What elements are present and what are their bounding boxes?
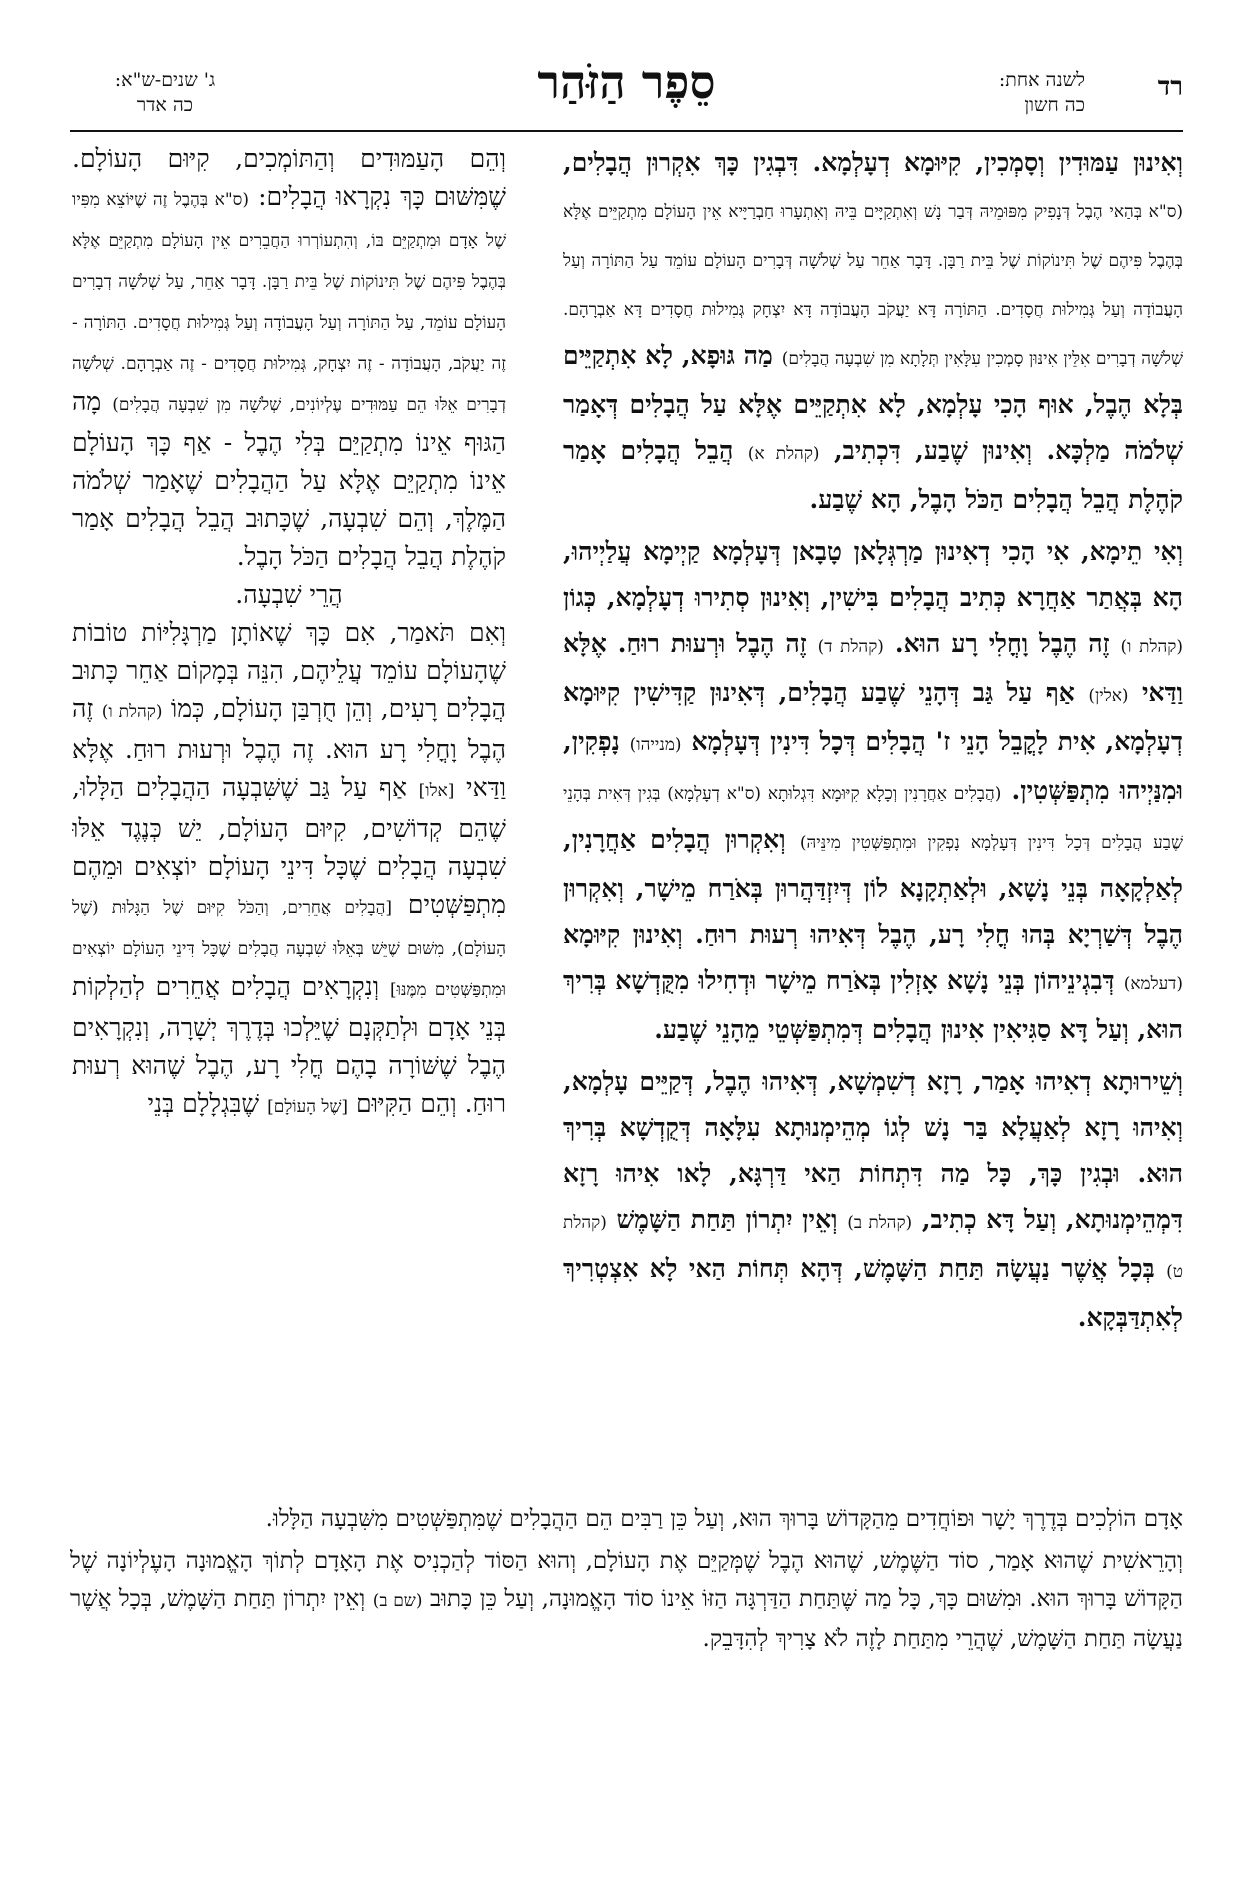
side-s2-text3: אַף עַל גַּב שֶׁשִּׁבְעָה הַהֲבָלִים הַלָּלוּ, שֶׁהֵם קְדוֹשִׁים, קִיּוּם הָעוֹלָם, יֵשׁ כְּנֶגֶד אֵלּוּ שִׁבְעָה הֲבָלִים שֶׁכָּל דִּינֵי הָעוֹלָם יוֹצְאִים וּמֵהֶם מִתְפַּשְּׁטִים — [72, 773, 506, 919]
calendar-line-2: כה חשון — [1024, 94, 1085, 116]
side-s2-text2: זֶה הֶבֶל וָחֳלִי רָע הוּא. זֶה הֶבֶל וּרְעוּת רוּחַ. אֶלָּא וַדַּאי — [72, 694, 506, 802]
main-paragraph-1 — [563, 140, 1183, 523]
main-p2-text6: וְאִקְרוּן הֲבָלִים אַחֲרָנִין, לְאַלְקָאָה בְּנֵי נָשָׁא, וּלְאַתְקָנָא לוֹן דְּיִזְדַּהֲרוּן בְּאֹרַח מֵישָׁר, וְאִקְרוּן הֶבֶל דְּשַׁרְיָא בְּהוּ חֳלִי רָע, הֶבֶל דְּאִיהוּ רְעוּת רוּחַ. וְאִינוּן קִיּוּמָא — [563, 825, 1183, 949]
side-s2-ref: (קהלת ו) — [101, 702, 163, 722]
main-p2-ref3: (אלין) — [1088, 686, 1129, 706]
hebrew-translation-column — [72, 140, 506, 1500]
bottom-b2-text2: וְאֵין יִתְרוֹן תַּחַת הַשָּׁמֶשׁ, בְּכָל אֲשֶׁר נַעֲשָׂה תַּחַת הַשָּׁמֶשׁ, שֶׁהֲרֵי מִתַּחַת לָזֶה לֹא צָרִיךְ לְהִדָּבֵק. — [70, 1586, 1183, 1652]
side-paragraph-2 — [72, 614, 506, 1126]
page-number: רד — [1157, 72, 1183, 102]
side-s2-text4: וְנִקְרָאִים הֲבָלִים אֲחֵרִים לְהַלְקוֹת בְּנֵי אָדָם וּלְתַקְּנָם שֶׁיֵּלְכוּ בְּדֶרֶךְ יְשָׁרָה, וְנִקְרָאִים הֶבֶל שֶׁשּׁוֹרָה בָהֶם חֳלִי רָע, הֶבֶל שֶׁהוּא רְעוּת רוּחַ. וְהֵם הַקִּיּוּם — [72, 972, 506, 1118]
main-p3-ref2: (קהלת ט) — [563, 1213, 1183, 1282]
main-p2-text2: זֶה הֶבֶל וָחֳלִי רָע הוּא. — [894, 629, 1110, 658]
main-paragraph-3 — [563, 1059, 1183, 1341]
side-s2-ref3: [שֶׁל הָעוֹלָם] — [267, 1097, 349, 1117]
main-p2-text4: אַף עַל גַּב דְּהָנֵי שֶׁבַע הֲבָלִים, דְּאִינוּן קַדִּישִׁין קִיּוּמָא דְעָלְמָא, אִית לָקֳבֵל הָנֵי ז' הֲבָלִים דְּכָל דִּינִין דְּעָלְמָא — [563, 678, 1183, 756]
side-s1-end: הֲרֵי שִׁבְעָה. — [235, 580, 343, 609]
main-p3-text2: וְאֵין יִתְרוֹן תַּחַת הַשָּׁמֶשׁ — [616, 1205, 838, 1234]
main-p2-ref4: (מנייהו) — [629, 735, 682, 755]
book-title: סֵפֶר הַזֹּהַר — [537, 55, 716, 109]
main-p1-text3: הֲבֵל הֲבָלִים אָמַר קֹהֶלֶת הֲבֵל הֲבָלִים הַכֹּל הָבֶל, הָא שֶׁבַע. — [563, 436, 1183, 514]
side-s1-note: (ס"א בְּהֶבֶל זֶה שֶׁיּוֹצֵא מִפִּיו שֶׁל אָדָם וּמִתְקַיֵּם בּוֹ, וְהִתְעוֹרְרוּ הַחֲבֵרִים אֵין הָעוֹלָם מִתְקַיֵּם אֶלָּא בְּהֶבֶל פִּיהֶם שֶׁל תִּינוֹקוֹת שֶׁל בֵּית רַבָּן. דָּבָר אַחֵר, עַל שְׁלֹשָׁה דְבָרִים הָעוֹלָם עוֹמֵד, עַל הַתּוֹרָה וְעַל הָעֲבוֹדָה וְעַל גְּמִילוּת חֲסָדִים. הַתּוֹרָה - זֶה יַעֲקֹב, הָעֲבוֹדָה - זֶה יִצְחָק, גְּמִילוּת חֲסָדִים - זֶה אַבְרָהָם. שְׁלֹשָׁה דְבָרִים אֵלּוּ הֵם עַמּוּדִים עֶלְיוֹנִים, שְׁלֹשָׁה מִן שִׁבְעָה הֲבָלִים) — [72, 190, 506, 415]
alt-calendar-line-1: ג' שנים-ש"א: — [114, 69, 216, 91]
main-p2-text: וְאִי תֵימָא, אִי הָכִי דְאִינוּן מַרְגְּלָאן טָבָאן דְּעָלְמָא קַיְימָא עֲלַיְיהוּ, הָא בְּאֲתַר אַחֲרָא כְּתִיב הֲבָלִים בִּישִׁין, וְאִינוּן סְתִירוּ דְעָלְמָא, כְּגוֹן — [563, 537, 1183, 612]
aramaic-main-column — [563, 140, 1183, 1500]
side-s2-note: [הֲבָלִים אֲחֵרִים, וְהַכֹּל קִיּוּם שֶׁל הַגָּלוּת (שֶׁל הָעוֹלָם), מִשּׁוּם שֶׁיֵּשׁ בְּאֵלּוּ שִׁבְעָה הֲבָלִים שֶׁכָּל דִּינֵי הָעוֹלָם יוֹצְאִים וּמִתְפַּשְּׁטִים מִמֶּנּוּ] — [72, 898, 506, 1000]
calendar-line-1: לשנה אחת: — [998, 69, 1085, 91]
main-p2-ref1: (קהלת ו) — [1120, 637, 1183, 657]
side-s2-text5: שֶׁבִּגְלָלָם בְּנֵי — [147, 1089, 260, 1118]
main-p1-ref: (קהלת א) — [747, 444, 820, 464]
main-p2-note: (הֲבָלִים אַחֲרָנִין וְכָלָא קִיּוּמָא דִּגְלוּתָא (ס"א דְעָלְמָא) בְּגִין דְּאִית בְּהָנֵי שֶׁבַע הֲבָלִים דְּכָל דִּינִין דְּעָלְמָא נָפְקִין וּמִתְפַּשְּׁטִין מִינֵּיהּ) — [563, 784, 1183, 853]
bottom-paragraph-1: אָדָם הוֹלְכִים בְּדֶרֶךְ יָשָׁר וּפוֹחֲדִים מֵהַקָּדוֹשׁ בָּרוּךְ הוּא, וְעַל כֵּן רַבִּים הֵם הַהֲבָלִים שֶׁמִּתְפַּשְּׁטִים מִשִּׁבְעָה הַלָּלוּ. — [265, 1506, 1183, 1532]
bottom-translation — [70, 1500, 1183, 1800]
bottom-b2-ref: (שם ב) — [372, 1591, 423, 1611]
main-paragraph-2 — [563, 529, 1183, 1053]
side-s1-text: וְהֵם הָעַמּוּדִים וְהַתּוֹמְכִים, קִיּוּם הָעוֹלָם. שֶׁמִּשּׁוּם כָּךְ נִקְרָאוּ הֲבָלִים: — [72, 144, 506, 211]
main-p3-text3: בְּכָל אֲשֶׁר נַעֲשָׂה תַּחַת הַשָּׁמֶשׁ, דְּהָא תְּחוֹת הַאי לָא אִצְטְרִיךְ לְאִתְדַּבְּקָא. — [563, 1254, 1183, 1332]
main-p2-ref5: (דעלמא) — [1123, 974, 1183, 994]
main-p3-text: וְשֵׁירוּתָא דְאִיהוּ אָמַר, רָזָא דְשִׁמְשָׁא, דְּאִיהוּ הֶבֶל, דְּקַיֵּים עָלְמָא, וְאִיהוּ רָזָא לְאַעֲלָא בַּר נָשׁ לְגוֹ מְהֵימְנוּתָא עִלָּאָה דְּקֻדְשָׁא בְּרִיךְ הוּא. וּבְגִין כָּךְ, כָּל מַה דִּתְחוֹת הַאי דַּרְגָּא, לָאו אִיהוּ רָזָא דִּמְהֵימְנוּתָא, וְעַל דָּא כְתִיב, — [563, 1067, 1183, 1234]
header-rule — [70, 130, 1183, 132]
bottom-b2-text: וְהָרֵאשִׁית שֶׁהוּא אָמַר, סוֹד הַשֶּׁמֶשׁ, שֶׁהוּא הֶבֶל שֶׁמְּקַיֵּם אֶת הָעוֹלָם, וְהוּא הַסּוֹד לְהַכְנִיס אֶת הָאָדָם לְתוֹךְ הָאֱמוּנָה הָעֶלְיוֹנָה שֶׁל הַקָּדוֹשׁ בָּרוּךְ הוּא. וּמִשּׁוּם כָּךְ, כָּל מַה שֶּׁתַּחַת הַדַּרְגָּה הַזּוֹ אֵינוֹ סוֹד הָאֱמוּנָה, וְעַל כֵּן כָּתוּב — [70, 1548, 1183, 1612]
main-p2-ref2: (קהלת ד) — [817, 637, 884, 657]
alternate-calendar-reference — [80, 68, 250, 118]
main-p2-text5: נָפְקִין, וּמִנַּיְיהוּ מִתְפַּשְּׁטִין. — [563, 727, 1183, 805]
main-p1-text: וְאִינוּן עַמּוּדִין וְסָמְכִין, קִיּוּמָא דְעָלְמָא. דִּבְגִין כָּךְ אִקְרוּן הֲבָלִים, — [563, 148, 1183, 177]
side-paragraph-1 — [72, 140, 506, 576]
side-s1-text2: מָה הַגּוּף אֵינוֹ מִתְקַיֵּם בְּלִי הֶבֶל - אַף כָּךְ הָעוֹלָם אֵינוֹ מִתְקַיֵּם אֶלָּא עַל הַהֲבָלִים שֶׁאָמַר שְׁלֹמֹה הַמֶּלֶךְ, וְהֵם שִׁבְעָה, שֶׁכָּתוּב הֲבֵל הֲבָלִים אָמַר קֹהֶלֶת הֲבֵל הֲבָלִים הַכֹּל הָבֶל. — [72, 387, 506, 571]
main-p1-note: (ס"א בְּהַאי הֶבֶל דְּנָפִיק מִפּוּמֵיהּ דְּבַר נָשׁ וְאִתְקַיָּים בֵּיהּ וְאִתְעָרוּ חַבְרַיָּיא אֵין הָעוֹלָם מִתְקַיֵּים אֶלָּא בְּהֶבֶל פִּיהֶם שֶׁל תִּינוֹקוֹת שֶׁל בֵּית רַבָּן. דָּבָר אַחֵר עַל שְׁלֹשָׁה דְּבָרִים הָעוֹלָם עוֹמֵד עַל הַתּוֹרָה וְעַל הָעֲבוֹדָה וְעַל גְּמִילוּת חֲסָדִים. הַתּוֹרָה דָּא יַעֲקֹב הָעֲבוֹדָה דָּא יִצְחָק גְּמִילוּת חֲסָדִים דָּא אַבְרָהָם. שְׁלֹשָׁה דְבָרִים אִלֵּין אִינּוּן סָמְכִין עִלָּאִין תְּלָתָא מִן שִׁבְעָה הֲבָלִים) — [563, 202, 1183, 369]
page-header — [0, 0, 1253, 130]
side-s2-text: וְאִם תֹּאמַר, אִם כָּךְ שֶׁאוֹתָן מַרְגָּלִיּוֹת טוֹבוֹת שֶׁהָעוֹלָם עוֹמֵד עֲלֵיהֶם, הִנֵּה בְּמָקוֹם אַחֵר כָּתוּב הֲבָלִים רָעִים, וְהֵן חֻרְבַּן הָעוֹלָם, כְּמוֹ — [72, 618, 506, 723]
main-p1-text2: מַה גּוּפָא, לָא אִתְקַיֵּים בְּלָא הֶבֶל, אוּף הָכִי עָלְמָא, לָא אִתְקַיֵּים אֶלָּא עַל הֲבָלִים דְּאָמַר שְׁלֹמֹה מַלְכָּא. וְאִינוּן שֶׁבַע, דִּכְתִיב, — [563, 341, 1183, 465]
bottom-paragraph-2 — [70, 1542, 1183, 1658]
main-p2-text3: זֶה הֶבֶל וּרְעוּת רוּחַ. אֶלָּא וַדַּאי — [563, 629, 1183, 707]
alt-calendar-line-2: כה אדר — [136, 94, 194, 116]
side-s2-ref2: [אלו] — [418, 781, 455, 801]
main-p2-text7: דְּבִגְינֵיהוֹן בְּנֵי נָשָׁא אָזְלִין בְּאֹרַח מֵישָׁר וּדְחִילוּ מִקֻּדְשָׁא בְּרִיךְ הוּא, וְעַל דָּא סַגִּיאִין אִינוּן הֲבָלִים דְּמִתְפַּשְּׁטֵי מֵהָנֵי שֶׁבַע. — [563, 966, 1183, 1044]
main-p3-ref1: (קהלת ב) — [847, 1213, 913, 1233]
